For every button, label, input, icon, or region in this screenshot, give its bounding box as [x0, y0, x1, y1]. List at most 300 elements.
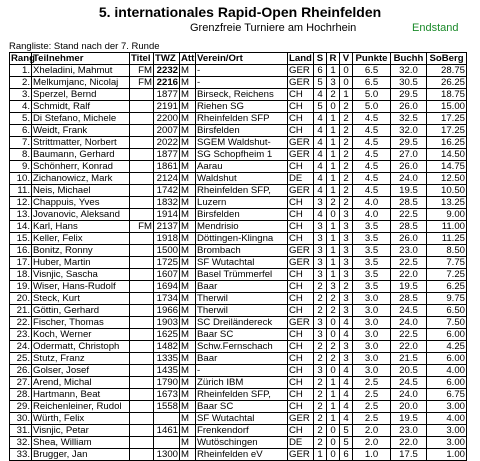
cell-sonneborn-berger: 28.75 [427, 65, 467, 77]
cell-draws: 1 [327, 173, 340, 185]
cell-buchholz: 26.0 [391, 161, 427, 173]
cell-name: Hartmann, Beat [32, 389, 130, 401]
cell-losses: 2 [340, 137, 353, 149]
cell-wins: 1 [314, 449, 327, 461]
cell-draws: 2 [327, 341, 340, 353]
table-row [10, 341, 467, 353]
cell-sonneborn-berger: 6.00 [427, 353, 467, 365]
cell-wins: 2 [314, 341, 327, 353]
cell-club: Rheinfelden eV [196, 449, 288, 461]
cell-rank: 8. [10, 149, 32, 161]
cell-buchholz: 24.0 [391, 389, 427, 401]
cell-club: - [196, 77, 288, 89]
cell-club: - [196, 65, 288, 77]
cell-twz: 1725 [154, 257, 180, 269]
table-row [10, 113, 467, 125]
cell-name: Steck, Kurt [32, 293, 130, 305]
header-twz: TWZ [154, 53, 180, 65]
cell-buchholz: 28.5 [391, 197, 427, 209]
cell-wins: 3 [314, 365, 327, 377]
cell-buchholz: 19.5 [391, 281, 427, 293]
cell-points: 3.0 [353, 329, 391, 341]
cell-points: 3.0 [353, 341, 391, 353]
cell-twz: 1335 [154, 353, 180, 365]
cell-sonneborn-berger: 15.00 [427, 101, 467, 113]
table-row [10, 137, 467, 149]
table-row [10, 101, 467, 113]
cell-twz: 2022 [154, 137, 180, 149]
cell-att: M [180, 413, 196, 425]
cell-twz: 1877 [154, 149, 180, 161]
cell-points: 2.5 [353, 377, 391, 389]
cell-club: Waldshut [196, 173, 288, 185]
cell-att: M [180, 293, 196, 305]
cell-buchholz: 22.0 [391, 341, 427, 353]
cell-losses: 4 [340, 317, 353, 329]
cell-buchholz: 20.0 [391, 401, 427, 413]
cell-att: M [180, 365, 196, 377]
cell-losses: 3 [340, 269, 353, 281]
cell-title [130, 305, 154, 317]
cell-wins: 4 [314, 125, 327, 137]
cell-name: Strittmatter, Norbert [32, 137, 130, 149]
cell-name: Karl, Hans [32, 221, 130, 233]
cell-rank: 20. [10, 293, 32, 305]
cell-sonneborn-berger: 7.75 [427, 257, 467, 269]
cell-sonneborn-berger: 17.25 [427, 125, 467, 137]
table-row [10, 221, 467, 233]
cell-wins: 2 [314, 281, 327, 293]
table-row [10, 329, 467, 341]
cell-losses: 5 [340, 425, 353, 437]
cell-club: Birsfelden [196, 125, 288, 137]
cell-rank: 18. [10, 269, 32, 281]
cell-losses: 3 [340, 341, 353, 353]
cell-att: M [180, 173, 196, 185]
cell-points: 5.0 [353, 101, 391, 113]
cell-club: Baar SC [196, 401, 288, 413]
cell-losses: 4 [340, 401, 353, 413]
table-row [10, 365, 467, 377]
cell-sonneborn-berger: 6.75 [427, 389, 467, 401]
cell-losses: 4 [340, 413, 353, 425]
cell-club: SGEM Waldshut- [196, 137, 288, 149]
cell-att: M [180, 101, 196, 113]
cell-club: Mendrisio [196, 221, 288, 233]
cell-name: Chappuis, Yves [32, 197, 130, 209]
cell-country: GER [288, 413, 314, 425]
cell-name: Jovanovic, Aleksand [32, 209, 130, 221]
table-row [10, 353, 467, 365]
cell-club: Birseck, Reichens [196, 89, 288, 101]
cell-title [130, 437, 154, 449]
cell-twz: 1742 [154, 185, 180, 197]
cell-draws: 0 [327, 437, 340, 449]
cell-losses: 2 [340, 185, 353, 197]
cell-country: CH [288, 293, 314, 305]
cell-draws: 1 [327, 257, 340, 269]
cell-att: M [180, 341, 196, 353]
cell-points: 4.5 [353, 149, 391, 161]
cell-club: Baar [196, 281, 288, 293]
cell-att: M [180, 197, 196, 209]
cell-twz: 2232 [154, 65, 180, 77]
cell-losses: 4 [340, 365, 353, 377]
cell-rank: 23. [10, 329, 32, 341]
cell-country: CH [288, 353, 314, 365]
cell-wins: 4 [314, 137, 327, 149]
table-row [10, 161, 467, 173]
table-row [10, 149, 467, 161]
cell-country: CH [288, 101, 314, 113]
cell-rank: 1. [10, 65, 32, 77]
table-row [10, 89, 467, 101]
cell-name: Huber, Martin [32, 257, 130, 269]
cell-twz: 1914 [154, 209, 180, 221]
cell-draws: 0 [327, 317, 340, 329]
cell-att: M [180, 89, 196, 101]
cell-title [130, 269, 154, 281]
cell-rank: 32. [10, 437, 32, 449]
cell-name: Odermatt, Christoph [32, 341, 130, 353]
cell-wins: 5 [314, 101, 327, 113]
cell-draws: 0 [327, 209, 340, 221]
cell-buchholz: 26.0 [391, 233, 427, 245]
cell-points: 3.5 [353, 281, 391, 293]
cell-losses: 2 [340, 125, 353, 137]
cell-country: CH [288, 197, 314, 209]
cell-losses: 4 [340, 329, 353, 341]
cell-sonneborn-berger: 26.25 [427, 77, 467, 89]
cell-rank: 13. [10, 209, 32, 221]
cell-name: Visnjic, Sascha [32, 269, 130, 281]
cell-twz: 2124 [154, 173, 180, 185]
cell-draws: 1 [327, 245, 340, 257]
cell-country: GER [288, 257, 314, 269]
cell-club: Wutöschingen [196, 437, 288, 449]
cell-name: Würth, Felix [32, 413, 130, 425]
cell-points: 2.0 [353, 437, 391, 449]
cell-losses: 1 [340, 89, 353, 101]
cell-sonneborn-berger: 4.25 [427, 341, 467, 353]
cell-draws: 1 [327, 389, 340, 401]
cell-rank: 11. [10, 185, 32, 197]
cell-draws: 3 [327, 77, 340, 89]
tournament-title: 5. internationales Rapid-Open Rheinfelden [98, 4, 382, 20]
cell-name: Schmidt, Ralf [32, 101, 130, 113]
cell-country: CH [288, 365, 314, 377]
cell-att: M [180, 269, 196, 281]
cell-title [130, 449, 154, 461]
cell-buchholz: 23.0 [391, 425, 427, 437]
cell-title: FM [130, 221, 154, 233]
cell-rank: 12. [10, 197, 32, 209]
cell-title [130, 89, 154, 101]
cell-title [130, 353, 154, 365]
cell-points: 6.5 [353, 77, 391, 89]
cell-rank: 9. [10, 161, 32, 173]
header-points: Punkte [353, 53, 391, 65]
table-row [10, 65, 467, 77]
cell-points: 2.5 [353, 413, 391, 425]
cell-name: Bonitz, Ronny [32, 245, 130, 257]
table-row [10, 185, 467, 197]
cell-sonneborn-berger: 17.25 [427, 113, 467, 125]
cell-rank: 27. [10, 377, 32, 389]
cell-sonneborn-berger: 4.00 [427, 365, 467, 377]
cell-twz: 2216 [154, 77, 180, 89]
cell-sonneborn-berger: 3.00 [427, 425, 467, 437]
cell-twz: 1500 [154, 245, 180, 257]
cell-sonneborn-berger: 10.50 [427, 185, 467, 197]
cell-name: Zichanowicz, Mark [32, 173, 130, 185]
cell-buchholz: 17.5 [391, 449, 427, 461]
cell-twz: 2137 [154, 221, 180, 233]
cell-points: 3.5 [353, 245, 391, 257]
table-row [10, 257, 467, 269]
table-row [10, 401, 467, 413]
cell-wins: 2 [314, 425, 327, 437]
cell-att: M [180, 113, 196, 125]
table-row [10, 437, 467, 449]
cell-twz [154, 413, 180, 425]
cell-draws: 1 [327, 65, 340, 77]
table-row [10, 449, 467, 461]
cell-att: M [180, 329, 196, 341]
cell-losses: 3 [340, 221, 353, 233]
cell-rank: 2. [10, 77, 32, 89]
cell-sonneborn-berger: 14.50 [427, 149, 467, 161]
cell-losses: 2 [340, 149, 353, 161]
tournament-subtitle: Grenzfreie Turniere am Hochrhein [190, 22, 357, 34]
cell-buchholz: 22.5 [391, 209, 427, 221]
cell-sonneborn-berger: 11.00 [427, 221, 467, 233]
cell-att: M [180, 449, 196, 461]
cell-buchholz: 22.5 [391, 257, 427, 269]
cell-draws: 1 [327, 137, 340, 149]
cell-rank: 24. [10, 341, 32, 353]
cell-buchholz: 24.5 [391, 377, 427, 389]
cell-title [130, 209, 154, 221]
cell-sonneborn-berger: 7.25 [427, 269, 467, 281]
cell-points: 3.5 [353, 221, 391, 233]
cell-club: - [196, 365, 288, 377]
cell-country: CH [288, 233, 314, 245]
cell-title [130, 173, 154, 185]
cell-country: DE [288, 173, 314, 185]
cell-draws: 2 [327, 89, 340, 101]
cell-sonneborn-berger: 1.00 [427, 449, 467, 461]
cell-wins: 2 [314, 401, 327, 413]
cell-points: 4.5 [353, 113, 391, 125]
cell-name: Baumann, Gerhard [32, 149, 130, 161]
cell-title [130, 377, 154, 389]
cell-wins: 2 [314, 437, 327, 449]
header-losses: V [340, 53, 353, 65]
cell-draws: 1 [327, 401, 340, 413]
cell-points: 4.5 [353, 185, 391, 197]
cell-att: M [180, 77, 196, 89]
cell-points: 4.5 [353, 125, 391, 137]
cell-title [130, 113, 154, 125]
cell-losses: 2 [340, 281, 353, 293]
cell-name: Reichenleiner, Rudol [32, 401, 130, 413]
cell-buchholz: 24.5 [391, 305, 427, 317]
cell-buchholz: 21.5 [391, 353, 427, 365]
cell-name: Melkumjanc, Nicolaj [32, 77, 130, 89]
cell-club: SF Wutachtal [196, 257, 288, 269]
cell-rank: 22. [10, 317, 32, 329]
cell-club: Schw.Fernschach [196, 341, 288, 353]
cell-club: Luzern [196, 197, 288, 209]
cell-points: 3.0 [353, 365, 391, 377]
cell-losses: 4 [340, 377, 353, 389]
cell-points: 5.0 [353, 89, 391, 101]
cell-losses: 3 [340, 293, 353, 305]
cell-buchholz: 24.0 [391, 173, 427, 185]
header-att: Att [181, 53, 195, 64]
header-rank: Rang [11, 53, 35, 64]
cell-club: Brombach [196, 245, 288, 257]
cell-twz: 1558 [154, 401, 180, 413]
cell-country: CH [288, 377, 314, 389]
cell-twz: 1832 [154, 197, 180, 209]
cell-wins: 2 [314, 413, 327, 425]
cell-country: GER [288, 77, 314, 89]
cell-att: M [180, 389, 196, 401]
cell-att: M [180, 437, 196, 449]
table-row [10, 293, 467, 305]
cell-wins: 4 [314, 149, 327, 161]
cell-buchholz: 26.0 [391, 101, 427, 113]
cell-att: M [180, 233, 196, 245]
table-row [10, 77, 467, 89]
cell-wins: 5 [314, 77, 327, 89]
cell-title [130, 329, 154, 341]
cell-club: SF Wutachtal [196, 413, 288, 425]
cell-rank: 10. [10, 173, 32, 185]
standings-table [9, 52, 467, 461]
cell-country: GER [288, 137, 314, 149]
cell-title [130, 281, 154, 293]
cell-att: M [180, 161, 196, 173]
cell-twz [154, 437, 180, 449]
cell-title [130, 425, 154, 437]
cell-rank: 15. [10, 233, 32, 245]
cell-losses: 3 [340, 305, 353, 317]
cell-sonneborn-berger: 6.25 [427, 281, 467, 293]
cell-wins: 2 [314, 389, 327, 401]
cell-name: Fischer, Thomas [32, 317, 130, 329]
cell-country: CH [288, 341, 314, 353]
cell-name: Arend, Michal [32, 377, 130, 389]
cell-country: GER [288, 317, 314, 329]
cell-title [130, 125, 154, 137]
cell-country: GER [288, 185, 314, 197]
cell-losses: 6 [340, 449, 353, 461]
cell-rank: 4. [10, 101, 32, 113]
cell-sonneborn-berger: 6.00 [427, 329, 467, 341]
cell-points: 4.5 [353, 173, 391, 185]
cell-title [130, 365, 154, 377]
cell-twz: 1918 [154, 233, 180, 245]
cell-att: M [180, 401, 196, 413]
cell-title [130, 317, 154, 329]
cell-att: M [180, 185, 196, 197]
cell-wins: 3 [314, 197, 327, 209]
cell-draws: 1 [327, 113, 340, 125]
cell-buchholz: 30.5 [391, 77, 427, 89]
cell-twz: 1461 [154, 425, 180, 437]
cell-twz: 2007 [154, 125, 180, 137]
cell-rank: 17. [10, 257, 32, 269]
table-row [10, 245, 467, 257]
standings-status: Endstand [412, 22, 459, 34]
cell-twz: 1607 [154, 269, 180, 281]
header-sonneborn-berger: SoBerg [427, 53, 467, 65]
cell-draws: 0 [327, 101, 340, 113]
cell-country: CH [288, 305, 314, 317]
cell-title [130, 401, 154, 413]
cell-buchholz: 22.0 [391, 437, 427, 449]
cell-att: M [180, 125, 196, 137]
cell-points: 3.0 [353, 293, 391, 305]
cell-sonneborn-berger: 8.50 [427, 245, 467, 257]
table-row [10, 281, 467, 293]
cell-buchholz: 22.0 [391, 269, 427, 281]
cell-rank: 16. [10, 245, 32, 257]
cell-title [130, 245, 154, 257]
cell-country: CH [288, 221, 314, 233]
cell-club: Zürich IBM [196, 377, 288, 389]
cell-sonneborn-berger: 18.75 [427, 89, 467, 101]
cell-country: CH [288, 113, 314, 125]
cell-draws: 0 [327, 449, 340, 461]
cell-sonneborn-berger: 7.50 [427, 317, 467, 329]
cell-country: CH [288, 209, 314, 221]
cell-club: SC Dreiländereck [196, 317, 288, 329]
cell-title: FM [130, 65, 154, 77]
cell-att: M [180, 257, 196, 269]
table-row [10, 173, 467, 185]
cell-title [130, 185, 154, 197]
cell-twz: 1966 [154, 305, 180, 317]
cell-country: CH [288, 425, 314, 437]
cell-points: 6.5 [353, 65, 391, 77]
cell-title [130, 161, 154, 173]
cell-att: M [180, 137, 196, 149]
cell-twz: 2191 [154, 101, 180, 113]
cell-name: Golser, Josef [32, 365, 130, 377]
cell-att: M [180, 65, 196, 77]
cell-club: Baar [196, 353, 288, 365]
cell-rank: 25. [10, 353, 32, 365]
cell-rank: 29. [10, 401, 32, 413]
cell-losses: 3 [340, 353, 353, 365]
cell-rank: 33. [10, 449, 32, 461]
cell-sonneborn-berger: 3.00 [427, 437, 467, 449]
cell-rank: 19. [10, 281, 32, 293]
cell-sonneborn-berger: 11.25 [427, 233, 467, 245]
cell-sonneborn-berger: 3.00 [427, 401, 467, 413]
cell-club: Baar SC [196, 329, 288, 341]
cell-losses: 2 [340, 197, 353, 209]
cell-twz: 1673 [154, 389, 180, 401]
cell-draws: 0 [327, 365, 340, 377]
cell-wins: 6 [314, 65, 327, 77]
cell-club: Döttingen-Klingna [196, 233, 288, 245]
cell-country: DE [288, 437, 314, 449]
